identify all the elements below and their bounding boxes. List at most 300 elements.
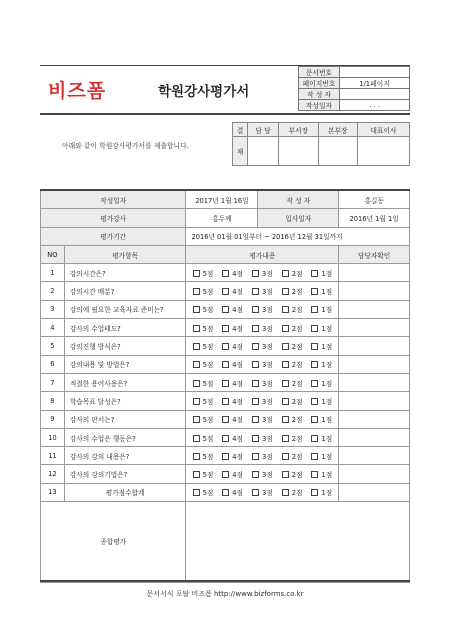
- score-option[interactable]: [252, 378, 273, 388]
- manager-check-cell[interactable]: [339, 282, 410, 300]
- checkbox-icon[interactable]: [222, 489, 229, 496]
- score-option-label: 5점: [202, 306, 214, 315]
- score-option-label: 4점: [232, 434, 243, 443]
- score-option[interactable]: [222, 469, 243, 479]
- score-option[interactable]: [222, 304, 243, 314]
- score-option-label: 1점: [321, 269, 333, 278]
- approval-col-ceo: 대표이사: [358, 123, 410, 137]
- checkbox-icon[interactable]: [222, 453, 229, 460]
- checkbox-icon[interactable]: [311, 471, 318, 478]
- row-number: 11: [41, 447, 65, 465]
- score-option-label: 5점: [202, 269, 214, 278]
- score-option-label: 5점: [202, 288, 214, 297]
- score-option-label: 2점: [291, 306, 303, 315]
- col-header-content: 평가내용: [186, 245, 339, 263]
- score-options: [186, 447, 339, 465]
- checkbox-icon[interactable]: [282, 380, 289, 387]
- checkbox-icon[interactable]: [193, 489, 200, 496]
- score-option-label: 2점: [291, 397, 303, 406]
- checkbox-icon[interactable]: [282, 361, 289, 368]
- checkbox-icon[interactable]: [193, 361, 200, 368]
- checkbox-icon[interactable]: [252, 380, 259, 387]
- evaluation-row: [41, 410, 410, 428]
- score-option[interactable]: [282, 451, 303, 461]
- score-option-label: 1점: [321, 343, 333, 352]
- score-option[interactable]: [222, 323, 243, 333]
- score-option-label: 1점: [321, 452, 333, 461]
- score-option-label: 4점: [232, 324, 243, 333]
- evaluation-row: [41, 282, 410, 300]
- score-option-label: 1점: [321, 489, 333, 498]
- score-options: [186, 300, 339, 318]
- manager-check-cell[interactable]: [339, 392, 410, 410]
- score-option-label: 5점: [202, 343, 214, 352]
- score-option[interactable]: [311, 268, 332, 278]
- score-option[interactable]: [311, 396, 332, 406]
- score-option-label: 3점: [262, 397, 273, 406]
- col-header-no: NO: [41, 245, 65, 263]
- checkbox-icon[interactable]: [252, 325, 259, 332]
- checkbox-icon[interactable]: [193, 343, 200, 350]
- score-option[interactable]: [193, 323, 214, 333]
- score-option[interactable]: [193, 451, 214, 461]
- score-option-label: 1점: [321, 416, 333, 425]
- checkbox-icon[interactable]: [193, 398, 200, 405]
- checkbox-icon[interactable]: [222, 435, 229, 442]
- meta-value-author: [340, 89, 410, 100]
- checkbox-icon[interactable]: [311, 325, 318, 332]
- manager-check-cell[interactable]: [339, 373, 410, 391]
- score-option-label: 5점: [202, 379, 214, 388]
- score-option[interactable]: [252, 286, 273, 296]
- score-option-label: 5점: [202, 416, 214, 425]
- checkbox-icon[interactable]: [222, 325, 229, 332]
- evaluation-table: [40, 189, 410, 582]
- row-number: 13: [41, 483, 65, 501]
- checkbox-icon[interactable]: [252, 435, 259, 442]
- period-value[interactable]: 2016년 01월 01일부터 ~ 2016년 12월 31일까지: [186, 227, 410, 245]
- checkbox-icon[interactable]: [311, 398, 318, 405]
- checkbox-icon[interactable]: [282, 398, 289, 405]
- score-option-label: 3점: [262, 306, 273, 315]
- manager-check-cell[interactable]: [339, 264, 410, 282]
- score-option-label: 2점: [291, 343, 303, 352]
- score-option[interactable]: [282, 433, 303, 443]
- meta-value-page: 1/1페이지: [340, 78, 410, 89]
- row-item-label: 적절한 용어사용은?: [64, 373, 186, 391]
- score-option-label: 2점: [291, 379, 303, 388]
- score-option[interactable]: [282, 414, 303, 424]
- footer-text: 문서서식 포탈 비즈폼 http://www.bizforms.co.kr: [146, 590, 304, 598]
- score-option-label: 2점: [291, 452, 303, 461]
- score-options: [186, 282, 339, 300]
- checkbox-icon[interactable]: [222, 416, 229, 423]
- checkbox-icon[interactable]: [252, 288, 259, 295]
- manager-check-cell[interactable]: [339, 410, 410, 428]
- checkbox-icon[interactable]: [193, 380, 200, 387]
- checkbox-icon[interactable]: [282, 453, 289, 460]
- row-item-label: 학습목표 달성은?: [64, 392, 186, 410]
- score-option[interactable]: [282, 323, 303, 333]
- meta-value-date: . . .: [340, 100, 410, 111]
- checkbox-icon[interactable]: [311, 361, 318, 368]
- row-item-label: 강사의 강의기법은?: [64, 465, 186, 483]
- checkbox-icon[interactable]: [252, 489, 259, 496]
- approval-col-staff: 담 당: [248, 123, 279, 137]
- row-item-label: 강의시간은?: [64, 264, 186, 282]
- score-option-label: 4점: [232, 361, 243, 370]
- score-option[interactable]: [282, 286, 303, 296]
- score-option-label: 3점: [262, 288, 273, 297]
- score-option-label: 4점: [232, 489, 243, 498]
- footer-rule: [40, 582, 410, 583]
- approval-side-top: 결: [233, 123, 248, 137]
- checkbox-icon[interactable]: [282, 435, 289, 442]
- row-number: 2: [41, 282, 65, 300]
- score-option-label: 5점: [202, 361, 214, 370]
- evaluation-row: [41, 337, 410, 355]
- score-option-label: 5점: [202, 397, 214, 406]
- score-option-label: 3점: [262, 452, 273, 461]
- score-option[interactable]: [311, 378, 332, 388]
- row-item-label: 강의시간 배분?: [64, 282, 186, 300]
- score-option-label: 4점: [232, 397, 243, 406]
- score-options: [186, 428, 339, 446]
- checkbox-icon[interactable]: [193, 325, 200, 332]
- score-option[interactable]: [193, 268, 214, 278]
- score-option[interactable]: [222, 414, 243, 424]
- checkbox-icon[interactable]: [252, 343, 259, 350]
- approval-sign-ceo[interactable]: [358, 137, 410, 166]
- score-option[interactable]: [252, 396, 273, 406]
- score-option[interactable]: [193, 487, 214, 497]
- row-item-label: 강사의 강의 내용은?: [64, 447, 186, 465]
- evaluation-row: [41, 319, 410, 337]
- score-option[interactable]: [222, 487, 243, 497]
- checkbox-icon[interactable]: [222, 270, 229, 277]
- score-options: [186, 392, 339, 410]
- score-option[interactable]: [311, 304, 332, 314]
- brand-logo: 비즈폼: [48, 80, 107, 102]
- checkbox-icon[interactable]: [282, 471, 289, 478]
- score-option-label: 2점: [291, 288, 303, 297]
- checkbox-icon[interactable]: [252, 416, 259, 423]
- score-option[interactable]: [252, 341, 273, 351]
- row-number: 6: [41, 355, 65, 373]
- evaluation-row: [41, 355, 410, 373]
- checkbox-icon[interactable]: [222, 343, 229, 350]
- score-option[interactable]: [252, 414, 273, 424]
- checkbox-icon[interactable]: [193, 453, 200, 460]
- score-options: [186, 337, 339, 355]
- approval-table: [232, 122, 410, 166]
- evaluation-row: [41, 465, 410, 483]
- evaluation-row: [41, 300, 410, 318]
- checkbox-icon[interactable]: [311, 343, 318, 350]
- score-option[interactable]: [252, 469, 273, 479]
- score-option-label: 3점: [262, 434, 273, 443]
- score-option-label: 1점: [321, 361, 333, 370]
- checkbox-icon[interactable]: [222, 471, 229, 478]
- row-item-label: 강사의 수업태도?: [64, 319, 186, 337]
- checkbox-icon[interactable]: [311, 435, 318, 442]
- score-option-label: 2점: [291, 416, 303, 425]
- score-option-label: 5점: [202, 434, 214, 443]
- score-options: [186, 264, 339, 282]
- row-number: 9: [41, 410, 65, 428]
- manager-check-cell[interactable]: [339, 355, 410, 373]
- score-option[interactable]: [282, 396, 303, 406]
- score-option[interactable]: [193, 469, 214, 479]
- score-option-label: 4점: [232, 416, 243, 425]
- evaluation-row: [41, 428, 410, 446]
- score-option-label: 5점: [202, 324, 214, 333]
- score-option-label: 1점: [321, 379, 333, 388]
- join-date-value[interactable]: 2016년 1월 1일: [339, 209, 410, 227]
- checkbox-icon[interactable]: [311, 453, 318, 460]
- document-title: 학원강사평가서: [158, 84, 250, 100]
- score-option-label: 5점: [202, 452, 214, 461]
- score-option[interactable]: [222, 378, 243, 388]
- total-score-label: 평가점수합계: [64, 483, 186, 501]
- row-number: 12: [41, 465, 65, 483]
- score-option[interactable]: [222, 341, 243, 351]
- checkbox-icon[interactable]: [282, 270, 289, 277]
- score-option[interactable]: [193, 341, 214, 351]
- checkbox-icon[interactable]: [282, 489, 289, 496]
- score-option[interactable]: [222, 268, 243, 278]
- score-options: [186, 410, 339, 428]
- checkbox-icon[interactable]: [311, 306, 318, 313]
- score-option[interactable]: [311, 286, 332, 296]
- score-option-label: 3점: [262, 416, 273, 425]
- score-option[interactable]: [282, 378, 303, 388]
- score-option-label: 4점: [232, 343, 243, 352]
- meta-label-author: 작 성 자: [299, 89, 340, 100]
- checkbox-icon[interactable]: [222, 380, 229, 387]
- checkbox-icon[interactable]: [252, 270, 259, 277]
- score-option-label: 4점: [232, 471, 243, 480]
- score-option-label: 3점: [262, 471, 273, 480]
- score-option[interactable]: [222, 359, 243, 369]
- checkbox-icon[interactable]: [193, 416, 200, 423]
- checkbox-icon[interactable]: [222, 306, 229, 313]
- manager-check-cell[interactable]: [339, 483, 410, 501]
- score-options: [186, 319, 339, 337]
- score-option[interactable]: [252, 433, 273, 443]
- intro-text: 아래와 같이 학원강사평가서를 제출합니다.: [62, 142, 189, 150]
- score-option-label: 1점: [321, 434, 333, 443]
- score-option[interactable]: [311, 469, 332, 479]
- checkbox-icon[interactable]: [311, 270, 318, 277]
- row-item-label: 강사의 판서는?: [64, 410, 186, 428]
- row-number: 4: [41, 319, 65, 337]
- score-options: [186, 373, 339, 391]
- checkbox-icon[interactable]: [311, 380, 318, 387]
- score-option-label: 2점: [291, 471, 303, 480]
- checkbox-icon[interactable]: [311, 489, 318, 496]
- checkbox-icon[interactable]: [282, 416, 289, 423]
- score-option-label: 3점: [262, 343, 273, 352]
- score-option[interactable]: [193, 378, 214, 388]
- score-option[interactable]: [311, 487, 332, 497]
- checkbox-icon[interactable]: [282, 325, 289, 332]
- checkbox-icon[interactable]: [311, 288, 318, 295]
- join-date-label: 입사일자: [258, 209, 339, 227]
- row-number: 10: [41, 428, 65, 446]
- col-header-item: 평가항목: [64, 245, 186, 263]
- checkbox-icon[interactable]: [252, 471, 259, 478]
- row-number: 3: [41, 300, 65, 318]
- manager-check-cell[interactable]: [339, 319, 410, 337]
- score-option[interactable]: [252, 451, 273, 461]
- checkbox-icon[interactable]: [193, 471, 200, 478]
- row-item-label: 강의에 필요한 교육자료 준비는?: [64, 300, 186, 318]
- period-label: 평가기간: [41, 227, 186, 245]
- score-option[interactable]: [282, 469, 303, 479]
- score-option[interactable]: [252, 487, 273, 497]
- score-option-label: 1점: [321, 288, 333, 297]
- approval-col-division-head: 본부장: [318, 123, 357, 137]
- score-options: [186, 465, 339, 483]
- checkbox-icon[interactable]: [282, 343, 289, 350]
- col-header-check: 담당자확인: [339, 245, 410, 263]
- lecturer-value[interactable]: 홍두께: [186, 209, 258, 227]
- approval-sign-division-head[interactable]: [318, 137, 357, 166]
- score-option[interactable]: [222, 433, 243, 443]
- score-option-label: 2점: [291, 489, 303, 498]
- score-option-label: 2점: [291, 361, 303, 370]
- evaluation-row: [41, 483, 410, 501]
- checkbox-icon[interactable]: [282, 288, 289, 295]
- score-option[interactable]: [193, 304, 214, 314]
- checkbox-icon[interactable]: [222, 361, 229, 368]
- score-options: [186, 483, 339, 501]
- evaluation-row: [41, 447, 410, 465]
- meta-label-doc-number: 문서번호: [299, 67, 340, 78]
- score-option-label: 2점: [291, 434, 303, 443]
- checkbox-icon[interactable]: [282, 306, 289, 313]
- score-option-label: 1점: [321, 306, 333, 315]
- row-item-label: 강사의 수업은 행동은?: [64, 428, 186, 446]
- meta-label-date: 작성일자: [299, 100, 340, 111]
- score-option[interactable]: [193, 396, 214, 406]
- author-label: 작 성 자: [258, 190, 339, 209]
- manager-check-cell[interactable]: [339, 447, 410, 465]
- document-meta-table: [298, 66, 410, 111]
- checkbox-icon[interactable]: [222, 288, 229, 295]
- evaluation-row: [41, 373, 410, 391]
- score-option-label: 4점: [232, 379, 243, 388]
- manager-check-cell[interactable]: [339, 300, 410, 318]
- approval-sign-staff[interactable]: [248, 137, 279, 166]
- checkbox-icon[interactable]: [193, 435, 200, 442]
- score-option-label: 1점: [321, 397, 333, 406]
- score-option[interactable]: [282, 341, 303, 351]
- author-value[interactable]: 홍길동: [339, 190, 410, 209]
- checkbox-icon[interactable]: [311, 416, 318, 423]
- checkbox-icon[interactable]: [252, 453, 259, 460]
- row-number: 7: [41, 373, 65, 391]
- score-option[interactable]: [311, 433, 332, 443]
- score-option[interactable]: [311, 359, 332, 369]
- checkbox-icon[interactable]: [193, 288, 200, 295]
- row-item-label: 강의내용 및 방법은?: [64, 355, 186, 373]
- score-option-label: 1점: [321, 324, 333, 333]
- approval-sign-dept-head[interactable]: [279, 137, 318, 166]
- score-option-label: 2점: [291, 324, 303, 333]
- score-option-label: 4점: [232, 306, 243, 315]
- score-option[interactable]: [282, 487, 303, 497]
- score-option-label: 4점: [232, 288, 243, 297]
- score-option[interactable]: [222, 396, 243, 406]
- score-option-label: 5점: [202, 471, 214, 480]
- row-number: 1: [41, 264, 65, 282]
- manager-check-cell[interactable]: [339, 465, 410, 483]
- score-option[interactable]: [252, 323, 273, 333]
- checkbox-icon[interactable]: [252, 306, 259, 313]
- score-option[interactable]: [222, 286, 243, 296]
- meta-value-doc-number: [340, 67, 410, 78]
- score-option-label: 3점: [262, 269, 273, 278]
- written-date-label: 작성일자: [41, 190, 186, 209]
- approval-side-bottom: 재: [233, 137, 248, 166]
- score-option-label: 3점: [262, 489, 273, 498]
- row-number: 8: [41, 392, 65, 410]
- score-option[interactable]: [252, 359, 273, 369]
- score-option[interactable]: [193, 414, 214, 424]
- score-option[interactable]: [282, 359, 303, 369]
- score-option[interactable]: [252, 304, 273, 314]
- written-date-value[interactable]: 2017년 1월 16일: [186, 190, 258, 209]
- score-option-label: 2점: [291, 269, 303, 278]
- score-option[interactable]: [311, 414, 332, 424]
- checkbox-icon[interactable]: [193, 270, 200, 277]
- summary-content[interactable]: [186, 502, 410, 582]
- score-option-label: 3점: [262, 361, 273, 370]
- score-option[interactable]: [311, 341, 332, 351]
- score-option-label: 4점: [232, 452, 243, 461]
- score-option[interactable]: [252, 268, 273, 278]
- score-option[interactable]: [193, 433, 214, 443]
- score-option[interactable]: [193, 359, 214, 369]
- lecturer-label: 평가강사: [41, 209, 186, 227]
- score-option[interactable]: [222, 451, 243, 461]
- evaluation-row: [41, 392, 410, 410]
- score-option-label: 4점: [232, 269, 243, 278]
- manager-check-cell[interactable]: [339, 337, 410, 355]
- manager-check-cell[interactable]: [339, 428, 410, 446]
- score-option-label: 1점: [321, 471, 333, 480]
- score-option[interactable]: [193, 286, 214, 296]
- row-item-label: 강의진행 방식은?: [64, 337, 186, 355]
- score-option[interactable]: [311, 451, 332, 461]
- checkbox-icon[interactable]: [222, 398, 229, 405]
- score-option-label: 5점: [202, 489, 214, 498]
- score-option[interactable]: [282, 304, 303, 314]
- score-option-label: 3점: [262, 324, 273, 333]
- header-bottom-rule: [40, 113, 410, 115]
- score-option[interactable]: [311, 323, 332, 333]
- score-option[interactable]: [282, 268, 303, 278]
- evaluation-row: [41, 264, 410, 282]
- row-number: 5: [41, 337, 65, 355]
- meta-label-page: 페이지번호: [299, 78, 340, 89]
- checkbox-icon[interactable]: [193, 306, 200, 313]
- checkbox-icon[interactable]: [252, 361, 259, 368]
- score-options: [186, 355, 339, 373]
- checkbox-icon[interactable]: [252, 398, 259, 405]
